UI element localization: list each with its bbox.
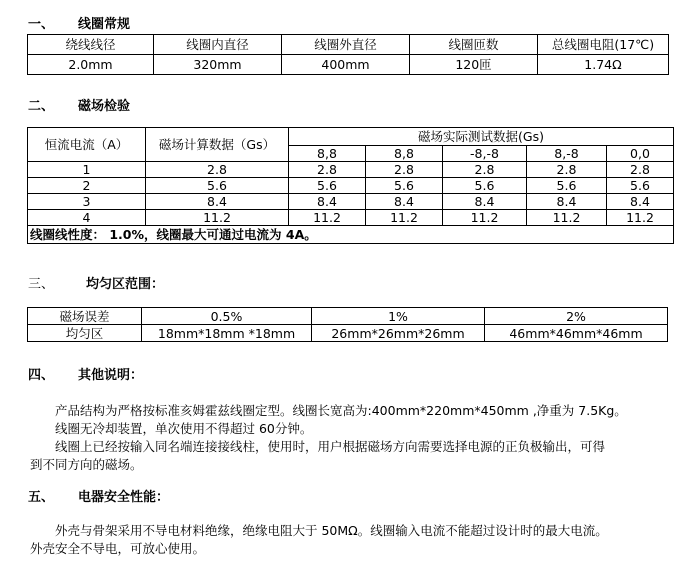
table-cell: 2.8 (146, 162, 289, 178)
table-cell: 26mm*26mm*26mm (312, 325, 485, 342)
spec-header-cell: 线圈内直径 (154, 35, 282, 55)
spec-value-cell: 120匝 (410, 55, 538, 75)
section1-heading (28, 13, 130, 32)
table-cell: 5.6 (443, 178, 527, 194)
spec-value-cell: 2.0mm (28, 55, 154, 75)
table-cell: 5.6 (366, 178, 443, 194)
table-cell: 2 (28, 178, 146, 194)
table-cell: 4 (28, 210, 146, 226)
measured-header-cell: 磁场实际测试数据(Gs) (289, 128, 674, 146)
section5-title: 电器安全性能： (78, 490, 170, 505)
uniform-zone-table (27, 307, 668, 342)
position-header-cell: 8,8 (366, 146, 443, 162)
table-cell: 2.8 (527, 162, 607, 178)
calc-header-label: 磁场计算数据（Gs） (158, 137, 276, 152)
section1-title: 线圈常规 (78, 17, 131, 32)
table-cell: 2.8 (289, 162, 366, 178)
table-cell: 5.6 (146, 178, 289, 194)
spec-header-cell: 绕线线径 (28, 35, 154, 55)
table-cell: 5.6 (289, 178, 366, 194)
table-cell: 8.4 (366, 194, 443, 210)
linearity-note: 线圈线性度： 1.0%，线圈最大可通过电流为 4A。 (28, 226, 674, 244)
table-cell: 11.2 (527, 210, 607, 226)
section4-line: 产品结构为严格按标准亥姆霍兹线圈定型。线圈长宽高为:400mm*220mm*450mm ,净重为 7.5Kg。 (55, 403, 627, 418)
section5-number: 五、 (28, 490, 55, 505)
table-row (28, 210, 674, 226)
table-row (28, 178, 674, 194)
section4-line: 到不同方向的磁场。 (30, 457, 143, 472)
field-test-table (27, 127, 674, 244)
table-cell: 2.8 (443, 162, 527, 178)
table-cell: 11.2 (443, 210, 527, 226)
table-cell: 2.8 (607, 162, 674, 178)
table-cell: 3 (28, 194, 146, 210)
section4-heading (28, 364, 143, 383)
table-cell: 磁场误差 (28, 308, 142, 325)
position-header-cell: 0,0 (607, 146, 674, 162)
spec-header-cell: 总线圈电阻(17℃) (538, 35, 669, 55)
table-cell: 1% (312, 308, 485, 325)
section5-heading (28, 486, 169, 505)
spec-value-cell: 1.74Ω (538, 55, 669, 75)
position-header-cell: 8,8 (289, 146, 366, 162)
spec-value-cell: 400mm (282, 55, 410, 75)
table-cell: 0.5% (142, 308, 312, 325)
section4-line: 线圈无冷却装置，单次使用不得超过 60分钟。 (55, 421, 313, 436)
section4-number: 四、 (28, 368, 55, 383)
table-cell: 2% (485, 308, 668, 325)
table-cell: 1 (28, 162, 146, 178)
table-cell: 8.4 (607, 194, 674, 210)
table-cell: 46mm*46mm*46mm (485, 325, 668, 342)
table-cell: 2.8 (366, 162, 443, 178)
coil-spec-table (27, 34, 669, 75)
table-cell: 8.4 (443, 194, 527, 210)
spec-header-cell: 线圈外直径 (282, 35, 410, 55)
section1-number: 一、 (28, 17, 55, 32)
spec-header-cell: 线圈匝数 (410, 35, 538, 55)
table-cell: 5.6 (527, 178, 607, 194)
table-cell: 均匀区 (28, 325, 142, 342)
position-header-cell: -8,-8 (443, 146, 527, 162)
position-header-cell: 8,-8 (527, 146, 607, 162)
section2-title: 磁场检验 (78, 99, 131, 114)
section5-line: 外壳与骨架采用不导电材料绝缘，绝缘电阻大于 50MΩ。线圈输入电流不能超过设计时的最大电流。 (55, 523, 608, 538)
table-cell: 8.4 (527, 194, 607, 210)
table-cell: 11.2 (607, 210, 674, 226)
table-cell: 5.6 (607, 178, 674, 194)
table-row (28, 162, 674, 178)
calc-header-cell (146, 128, 289, 162)
current-header-cell: 恒流电流（A） (28, 128, 146, 162)
section4-line: 线圈上已经按输入同名端连接接线柱，使用时，用户根据磁场方向需要选择电源的正负极输出，可得 (55, 439, 606, 454)
table-cell: 8.4 (146, 194, 289, 210)
section2-heading (28, 95, 130, 114)
section3-number: 三、 (28, 277, 55, 292)
section5-line: 外壳安全不导电，可放心使用。 (30, 541, 206, 556)
section4-title: 其他说明： (78, 368, 144, 383)
table-row (28, 194, 674, 210)
table-cell: 8.4 (289, 194, 366, 210)
table-cell: 11.2 (289, 210, 366, 226)
table-cell: 11.2 (366, 210, 443, 226)
table-cell: 11.2 (146, 210, 289, 226)
section2-number: 二、 (28, 99, 55, 114)
section3-title: 均匀区范围： (86, 277, 165, 292)
spec-value-cell: 320mm (154, 55, 282, 75)
section3-heading (28, 273, 164, 292)
table-cell: 18mm*18mm *18mm (142, 325, 312, 342)
